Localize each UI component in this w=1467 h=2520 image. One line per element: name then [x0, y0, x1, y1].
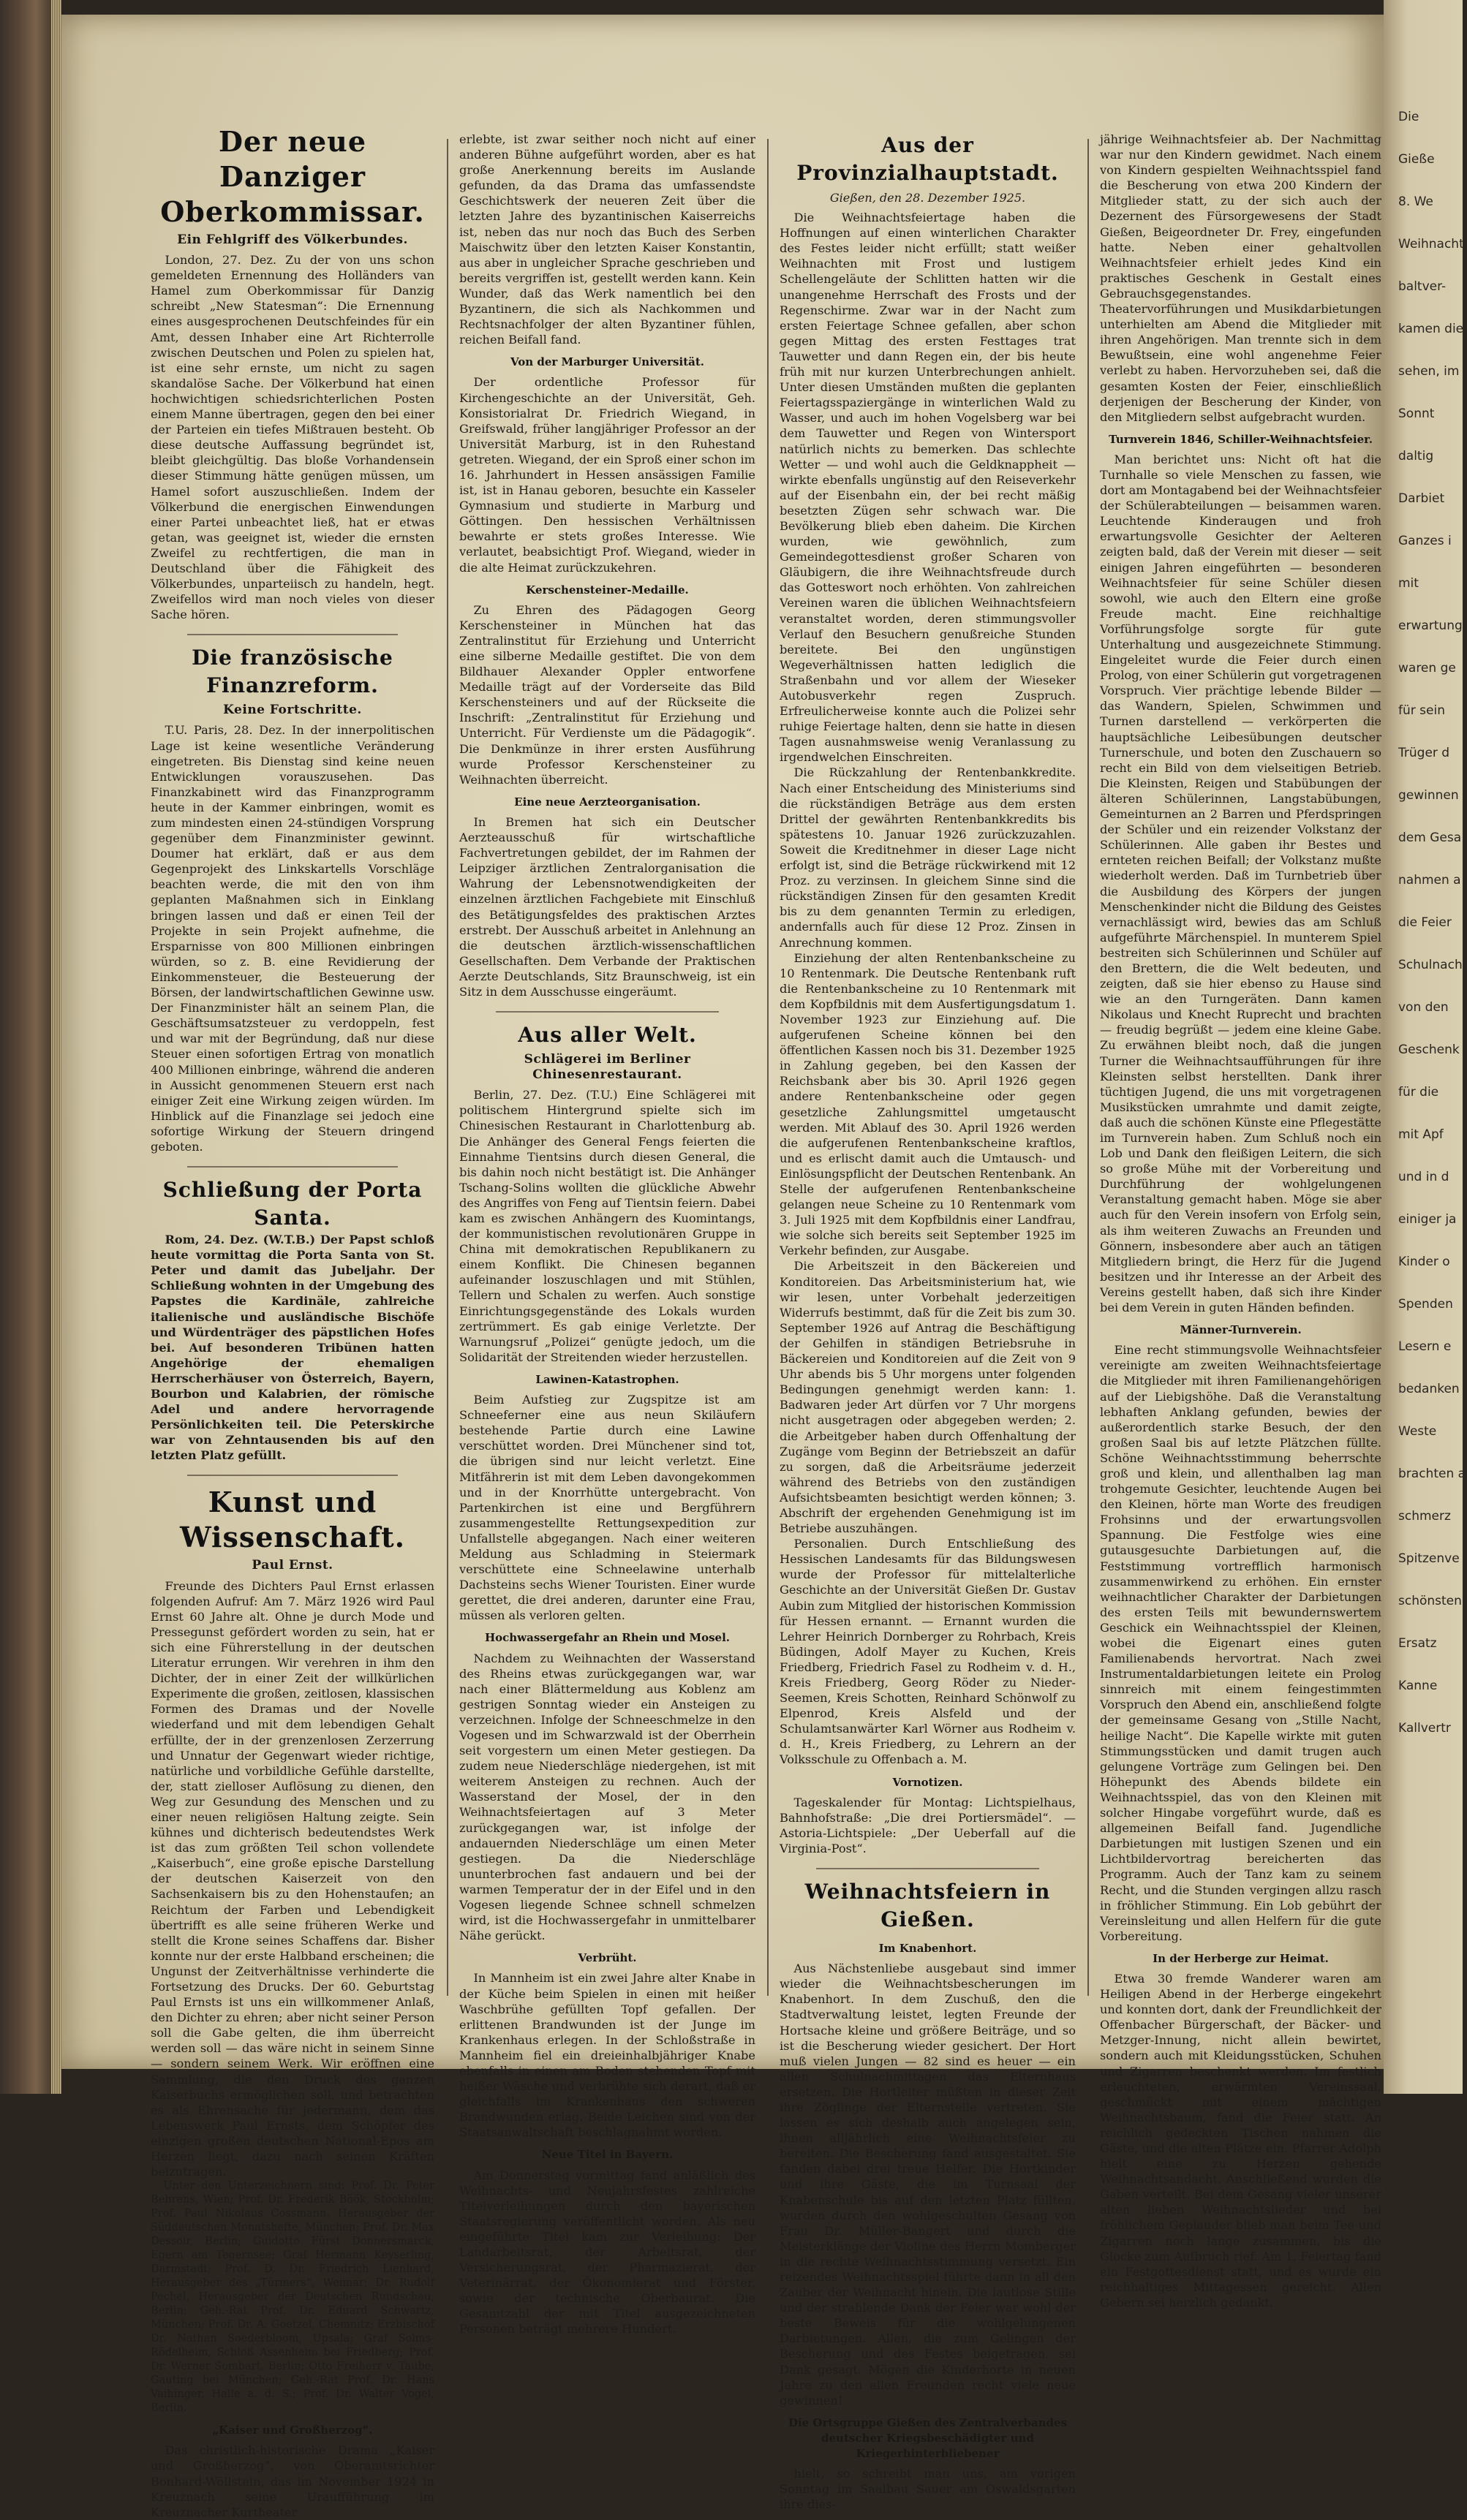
adjacent-page	[1384, 0, 1467, 2094]
section-heading: Von der Marburger Universität.	[510, 355, 705, 369]
section-title: Aus aller Welt.	[518, 1023, 697, 1048]
article-subtitle: Keine Fortschritte.	[223, 703, 362, 718]
adjacent-page-fragment: erwartung	[1398, 618, 1463, 633]
book-spine	[0, 0, 51, 2094]
article-body: Einziehung der alten Rentenbankscheine zu 10 Rentenmark. Die Deutsche Rentenbank ruft die Rentenbankscheine zu 10 Rentenmark mit dem Kopfbildnis mit dem Ausfertigungsdatum 1. November 1923 zur Einziehung auf. Die aufgerufenen Scheine können bei den öffentlichen Kassen noch bis 31. Dezember 1925 in Zahlung gegeben, bei den Kassen der Reichsbank aber bis 30. April 1926 gegen andere Rentenbankscheine oder gegen gesetzliche Zahlungsmittel umgetauscht werden. Mit Ablauf des 30. April 1926 werden die aufgerufenen Rentenbankscheine kraftlos, und es erlischt damit auch die Umtausch- und Einlösungspflicht der Deutschen Rentenbank. An Stelle der aufgerufenen Rentenbankscheine gelangen neue Scheine zu 10 Rentenmark vom 3. Juli 1925 mit dem Kopfbildnis einer Landfrau, wie solche sich bereits seit September 1925 im Verkehr befinden, zur Ausgabe.	[780, 950, 1076, 1258]
adjacent-page-fragment: mit Apf	[1398, 1127, 1444, 1142]
section-heading: Die Ortsgruppe Gießen des Zentralverbandes deutscher Kriegsbeschädigter und Kriegerhinterbliebener	[788, 2415, 1068, 2461]
newspaper-page	[61, 15, 1384, 2519]
divider	[187, 634, 398, 635]
article-body: Das christlich-historische Drama „Kaiser und Großherzog“, von Oberamtsrichter Bonhard-Wöllstein, das im November 1924 in Kreuznach seine Uraufführung im Kreuznacher Kurtheater	[151, 2443, 434, 2519]
column-2	[459, 132, 755, 2337]
adjacent-page-fragment: sehen, im	[1398, 364, 1460, 379]
section-heading: Neue Titel in Bayern.	[541, 2148, 674, 2162]
section-heading: „Kaiser und Großherzog“.	[212, 2423, 373, 2437]
adjacent-page-fragment: brachten a	[1398, 1467, 1466, 1481]
adjacent-page-fragment: Lesern e	[1398, 1339, 1452, 1354]
adjacent-page-fragment: kamen die	[1398, 322, 1464, 336]
section-heading: Vornotizen.	[892, 1775, 963, 1789]
article-body: Man berichtet uns: Nicht oft hat die Turnhalle so viele Menschen zu fassen, wie dort am Montagabend bei der Weihnachtsfeier der Schülerabteilungen — beisammen waren. Leuchtende Kinderaugen und froh erwartungsvolle Gesichter der Aelteren zeigten bald, daß der Verein mit dieser — seit einigen Jahren eingeführten — besonderen Weihnachtsfeier für seine Schüler diesen sowohl, wie auch den Eltern eine große Freude macht. Eine reichhaltige Vorführungsfolge sorgte für gute Unterhaltung und ausgezeichnete Stimmung. Eingeleitet wurde die Feier durch einen Prolog, von einer Schülerin gut vorgetragenen Vorspruch. Vier prächtige lebende Bilder — das Wandern, Spielen, Schwimmen und Turnen darstellend — verkörperten die hauptsächliche Leibesübungen deutscher Turnerschule, und boten den Zuschauern so recht ein Bild von dem vielseitigen Betrieb. Die Kleinsten, Reigen und Stabübungen der älteren Schülerinnen, Langstabübungen, Gemeinturnen an 2 Barren und Pferdspringen der Schüler und ein reizender Volkstanz der Schülerinnen. Alle gaben ihr Bestes und ernteten reichen Beifall; der Volkstanz mußte wiederholt werden. Daß im Turnbetrieb über die Ausbildung des Körpers der jungen Menschenkinder nicht die Bildung des Geistes vernachlässigt wird, bewies das am Schluß aufgeführte Märchenspiel. In munterem Spiel bestreiten sich Schülerinnen und Schüler auf den Brettern, die die Welt bedeuten, und zeigten, daß sie hier ebenso zu Hause sind wie an den Turngeräten. Dann kamen Nikolaus und Knecht Ruprecht und brachten — freudig begrüßt — jedem eine kleine Gabe. Zu erwähnen bleibt noch, daß die jungen Turner die Weihnachtsaufführungen für ihre Kleinsten selbst herstellten. Dank ihrer tüchtigen Jugend, die uns mit vorgetragenen Musikstücken umrahmte und damit zeigte, daß auch die schönen Künste eine Pflegestätte im Turnverein haben. Zum Schluß noch ein Lob und Dank den fleißigen Leitern, die sich so große Mühe mit der Vorbereitung und Durchführung der wohlgelungenen Veranstaltung gemacht haben. Möge sie aber auch für den Verein insofern von Erfolg sein, als ihm weiteren Zuwachs an Freunden und Gönnern, insbesondere aber auch an tätigen Mitgliedern bringt, die Herz für die Jugend besitzen und ihr Interesse an der Arbeit des Vereins gestellt haben, daß sich ihre Kinder bei dem Verein in guten Händen befinden.	[1100, 452, 1381, 1315]
adjacent-page-fragment: Ersatz	[1398, 1636, 1437, 1651]
adjacent-page-fragment: daltig	[1398, 449, 1434, 463]
article-body: In Bremen hat sich ein Deutscher Aerzteausschuß für wirtschaftliche Fachvertretungen gebildet, der im Rahmen der Leipziger ärztlichen Zentralorganisation die Wahrung der Lebensnotwendigkeiten der einzelnen ärztlichen Fachgebiete mit Einschluß des Betätigungsfeldes des praktischen Arztes erstrebt. Der Ausschuß arbeitet in Anlehnung an die deutschen ärztlich-wissenschaftlichen Gesellschaften. Dem Verbande der Praktischen Aerzte Deutschlands, Sitz Braunschweig, ist ein Sitz in dem Ausschusse eingeräumt.	[459, 814, 755, 999]
page-edges	[51, 0, 61, 2094]
section-heading: Männer-Turnverein.	[1180, 1323, 1302, 1337]
article-body: Beim Aufstieg zur Zugspitze ist am Schneeferner eine aus neun Skiläufern bestehende Partie durch eine Lawine verschüttet worden. Drei Münchener sind tot, die übrigen sind nur leicht verletzt. Eine Mitfährerin ist mit dem Leben davongekommen und in der Knorrhütte untergebracht. Von Partenkirchen ist eine und Bergführern zusammengestellte Rettungsexpedition zur Unfallstelle abgegangen. Nach einer weiteren Meldung aus Schladming in Steiermark verschüttete eine Schneelawine unterhalb Dachsteins sechs Wiener Touristen. Einer wurde gerettet, die drei anderen, darunter eine Frau, müssen als verloren gelten.	[459, 1393, 755, 1623]
article-body: Eine recht stimmungsvolle Weihnachtsfeier vereinigte am zweiten Weihnachtsfeiertage die Mitglieder mit ihren Familienangehörigen auf der Liebigshöhe. Daß die Veranstaltung lebhaften Anklang gefunden, bewies der außerordentlich starke Besuch, der den großen Saal bis auf letzte Plätzchen füllte. Schöne Weihnachtsstimmung beherrschte groß und klein, und allenthalben lag man trohgemute Gesichter, leuchtende Augen bei den Kleinen, hörte man Worte des freudigen Frohsinns und der erwartungsvollen Spannung. Die Festfolge wies eine gutausgesuchte Darbietungen auf, die Feststimmung vortrefflich harmonisch zusammenwirkend zu erhöhen. Ein ernster weihnachtlicher Charakter der Darbietungen des ersten Teils mit bewundernswertem Geschick ein Weihnachtsspiel der Kleinen, wobei die Eigenart eines guten Familienabends hervortrat. Nach zwei Instrumentaldarbietungen leitete ein Prolog sinnreich mit einem feingestimmten Vorspruch den Abend ein, anschließend folgte der gemeinsame Gesang von „Stille Nacht, heilige Nacht“. Die Kapelle wirkte mit guten Stimmungsstücken und damit trugen auch gelungene Vorträge zum Gelingen bei. Den Höhepunkt des Abends bildete ein Weihnachtsspiel, das von den Kleinen mit solcher Hingabe vorgeführt wurde, daß es allgemeinen Beifall fand. Jugendliche Darbietungen mit lustigen Szenen und ein Lichtbildervortrag bereicherten das Programm. Auch der Tanz kam zu seinem Recht, und die Stunden vergingen allzu rasch in fröhlicher Stimmung. Ein Lob gebührt der Vereinsleitung und allen Helfern für die gute Vorbereitung.	[1100, 1343, 1381, 1943]
article-body: Tageskalender für Montag: Lichtspielhaus, Bahnhofstraße: „Die drei Portiersmädel“. — Astoria-Lichtspiele: „Der Ueberfall auf die Virginia-Post“.	[780, 1795, 1076, 1855]
adjacent-page-fragment: Sonnt	[1398, 406, 1435, 421]
section-heading: Lawinen-Katastrophen.	[535, 1372, 679, 1386]
article-title: Kunst und Wissenschaft.	[180, 1486, 405, 1554]
article-body: erlebte, ist zwar seither noch nicht auf einer anderen Bühne aufgeführt worden, aber es hat große Anerkennung bereits im Auslande gefunden, da das Drama das umfassendste Geschichtswerk der neueren Zeit über die letzten Jahre des byzantinischen Kaiserreichs ist, neben das nur noch das Buch des Serben Maischwitz über den letzten Kaiser Konstantin, aus aber in ungleicher Sprache geschrieben und bereits vergriffen ist, gestellt werden kann. Kein Wunder, daß das Werk namentlich bei den Byzantinern, die sich als Nachkommen und Rechtsnachfolger der alten Byzantiner fühlen, reichen Beifall fand.	[459, 132, 755, 347]
article-body: Der ordentliche Professor für Kirchengeschichte an der Universität, Geh. Konsistorialrat Dr. Friedrich Wiegand, in Greifswald, früher langjähriger Professor an der Universität Marburg, ist in den Ruhestand getreten. Wiegand, der ein Sproß einer schon im 16. Jahrhundert in Hessen ansässigen Familie ist, ist in Hanau geboren, besuchte ein Kasseler Gymnasium und studierte in Marburg und Göttingen. Den hessischen Verhältnissen bewahrte er stets großes Interesse. Wie verlautet, beabsichtigt Prof. Wiegand, wieder in die alte Heimat zurückzukehren.	[459, 375, 755, 575]
adjacent-page-fragment: Spenden	[1398, 1297, 1453, 1312]
divider	[187, 1166, 398, 1168]
column-rule	[767, 139, 769, 1996]
adjacent-page-fragment: schmerz	[1398, 1509, 1451, 1524]
adjacent-page-fragment: einiger ja	[1398, 1212, 1457, 1227]
divider	[816, 1868, 1039, 1869]
column-rule	[1087, 139, 1089, 1996]
section-heading: In der Herberge zur Heimat.	[1153, 1951, 1329, 1965]
article-body: Freunde des Dichters Paul Ernst erlassen folgenden Aufruf: Am 7. März 1926 wird Paul Ernst 60 Jahre alt. Ohne je durch Mode und Pressegunst gefördert worden zu sein, hat er sich eine Führerstellung in der deutschen Literatur errungen. Wir verehren in ihm den Dichter, der in einer Zeit der willkürlichen Experimente die großen, zeitlosen, klassischen Formen des Dramas und der Novelle wiederfand und mit dem lebendigen Gehalt erfüllte, der in der grenzenlosen Zerzerrung und Unnatur der Gegenwart wieder richtige, natürliche und vorbildliche Gefühle darstellte, der, statt zielloser Auflösung zu dienen, den Weg zur Gesundung des Menschen und zu einer neuen religiösen Haltung zeigte. Sein kühnes und dichterisch bedeutendstes Werk ist das zum größten Teil schon vollendete „Kaiserbuch“, eine große epische Darstellung der deutschen Kaiserzeit von den Sachsenkaisern bis zu den Hohenstaufen; an Reichtum der Farben und Lebendigkeit übertrifft es alle seine früheren Werke und stellt die Krone seines Schaffens dar. Bisher konnte nur der erste Halbband erscheinen; die Ungunst der Zeitverhältnisse verhinderte die Fortsetzung des Drucks. Der 60. Geburtstag Paul Ernsts ist uns ein willkommener Anlaß, den Dichter zu ehren; aber nicht seiner Person soll die Gabe gelten, die ihm überreicht werden soll — das wäre nicht in seinem Sinne — sondern seinem Werk. Wir eröffnen eine Sammlung, die den Druck des ganzen Kaiserbuchs ermöglichen soll, und betrachten es als Ehrensache für jedermann, dem das Lebenswerk Paul Ernsts, dem Schöpfer des einzigen großen deutschen National-Epos am Herzen liegt, dazu nach seinen Kräften beizutragen.	[151, 1578, 434, 2179]
article-body: In Mannheim ist ein zwei Jahre alter Knabe in der Küche beim Spielen in einen mit heißer Waschbrühe gefüllten Topf gefallen. Der erlittenen Brandwunden ist der Junge im Krankenhaus erlegen. In der Schloßstraße in Mannheim fiel ein dreieinhalbjähriger Knabe ebenfalls in einen am Boden stehenden Topf mit heißer Wäsche und verbrühte sich derart, daß er gleichfalls im Krankenhaus den schweren Brandwunden erlag. Beide Leichen sind von der Staatsanwaltschaft beschlagnahmt worden.	[459, 1971, 755, 2140]
adjacent-page-fragment: Kanne	[1398, 1679, 1438, 1693]
article-title: Weihnachtsfeiern in Gießen.	[804, 1880, 1051, 1932]
adjacent-page-fragment: von den	[1398, 1000, 1449, 1015]
article-body: T.U. Paris, 28. Dez. In der innerpolitischen Lage ist keine wesentliche Veränderung eingetreten. Bis Dienstag sind keine neuen Entwicklungen vorauszusehen. Das Finanzkabinett wird das Finanzprogramm heute in der Kammer einbringen, womit es zum mindesten einen 24-stündigen Vorsprung gegenüber dem Finanzminister gewinnt. Doumer hat erklärt, daß er aus dem Gegenprojekt des Linkskartells Vorschläge beachten werde, die mit den von ihm geplanten Maßnahmen sich in Einklang bringen lassen und daß er einen Teil der Projekte in sein Projekt aufnehme, die Ersparnisse von 800 Millionen einbringen würden, so z. B. eine Revidierung der Einkommensteuer, die Besteuerung der Börsen, der landwirtschaftlichen Gewinne usw. Der Finanzminister hält an seinem Plan, die Geschäftsumsatzsteuer zu verdoppeln, fest und war mit der Begründung, daß nur diese Steuer einen sofortigen Ertrag von monatlich 400 Millionen einbringe, während die anderen in Aussicht genommenen Steuern erst nach einiger Zeit eine Wirkung zeigen würden. Im Hinblick auf die Finanzlage sei jedoch eine sofortige Wirkung der Steuern dringend geboten.	[151, 723, 434, 1154]
column-3	[780, 132, 1076, 2512]
adjacent-page-fragment: mit	[1398, 576, 1419, 591]
article-body: Personalien. Durch Entschließung des Hessischen Landesamts für das Bildungswesen wurde der Professor für mittelalterliche Geschichte an der Universität Gießen Dr. Gustav Aubin zum Mitglied der historischen Kommission für Hessen ernannt. — Ernannt wurden die Lehrer Heinrich Dornberger zu Rohrbach, Kreis Büdingen, Adolf Mayer zu Kuchen, Kreis Friedberg, Friedrich Fasel zu Rodheim v. d. H., Kreis Friedberg, Georg Röder zu Nieder-Seemen, Kreis Schotten, Reinhard Schönwolf zu Elpenrod, Kreis Alsfeld und der Schulamtsanwärter Karl Wörner aus Rodheim v. d. H., Kreis Friedberg, zu Lehrern an der Volksschule zu Offenbach a. M.	[780, 1537, 1076, 1767]
section-heading: Turnverein 1846, Schiller-Weihnachtsfeier.	[1109, 432, 1373, 446]
article-body: Zu Ehren des Pädagogen Georg Kerschensteiner in München hat das Zentralinstitut für Erziehung und Unterricht eine silberne Medaille gestiftet. Die von dem Bildhauer Alexander Oppler entworfene Medaille trägt auf der Vorderseite das Bild Kerschensteiners und auf der Rückseite die Inschrift: „Zentralinstitut für Erziehung und Unterricht. Für Verdienste um die Pädagogik“. Die Denkmünze in ihrer ersten Ausführung wurde Professor Kerschensteiner zu Weihnachten überreicht.	[459, 602, 755, 787]
adjacent-page-fragment: Weste	[1398, 1424, 1437, 1439]
article-title: Schließung der Porta Santa.	[162, 1178, 423, 1230]
adjacent-page-fragment: bedanken	[1398, 1382, 1460, 1396]
section-heading: Eine neue Aerzteorganisation.	[514, 795, 701, 809]
adjacent-page-fragment: dem Gesa	[1398, 830, 1462, 845]
article-body: hielt, so schreibt man uns, am vorigen Sonntag im Saalbau Sauer am Oswaldsgarten ihre dies-	[780, 2467, 1076, 2512]
adjacent-page-fragment: 8. We	[1398, 194, 1433, 209]
adjacent-page-fragment: Gieße	[1398, 152, 1435, 167]
divider	[187, 1475, 398, 1476]
article-body: Die Arbeitszeit in den Bäckereien und Konditoreien. Das Arbeitsministerium hat, wie wir lesen, unter Vorbehalt jederzeitigen Widerrufs bestimmt, daß für die Zeit bis zum 30. September 1926 auf Antrag die Beschäftigung der Gehilfen in ständigen Betriebsruhe in Bäckereien und Konditoreien auf die Zeit von 9 Uhr abends bis 5 Uhr morgens unter folgenden Bedingungen genehmigt werden kann: 1. Badwaren jeder Art dürfen vor 7 Uhr morgens nicht ausgetragen oder abgegeben werden; 2. die Arbeitgeber haben durch Offenhaltung der Zugänge vom Beginn der Betriebszeit an dafür zu sorgen, daß die Arbeitsräume jederzeit während des Betriebs von den zuständigen Aufsichtsbeamten besichtigt werden können; 3. Abschrift der ergehenden Genehmigung ist im Betriebe auszuhängen.	[780, 1259, 1076, 1536]
adjacent-page-fragment: Weihnacht	[1398, 237, 1464, 251]
column-4	[1100, 132, 1381, 2309]
adjacent-page-fragment: die Feier	[1398, 915, 1452, 930]
adjacent-page-fragment: für sein	[1398, 703, 1445, 718]
article-subtitle: Paul Ernst.	[252, 1558, 333, 1573]
adjacent-page-fragment: Kinder o	[1398, 1255, 1450, 1269]
section-heading: Verbrüht.	[578, 1951, 637, 1965]
article-title: Die französische Finanzreform.	[192, 646, 393, 698]
article-title: Aus der Provinzialhauptstadt.	[796, 133, 1059, 185]
adjacent-page-fragment: Trüger d	[1398, 746, 1450, 760]
article-subtitle: Ein Fehlgriff des Völkerbundes.	[177, 232, 408, 247]
adjacent-page-fragment: und in d	[1398, 1170, 1449, 1184]
divider	[496, 1011, 719, 1013]
adjacent-page-fragment: nahmen a	[1398, 873, 1461, 888]
article-body: Nachdem zu Weihnachten der Wasserstand des Rheins etwas zurückgegangen war, war nach einer Blättermeldung aus Koblenz am gestrigen Sonntag wieder ein Ansteigen zu verzeichnen. Infolge der Schneeschmelze in den Vogesen und im Schwarzwald ist der Oberrhein seit vorgestern um einen Meter gestiegen. Da zudem neue Niederschläge niedergehen, ist mit weiterem Ansteigen zu rechnen. Auch der Wasserstand der Mosel, der in den Weihnachtsfeiertagen auf 3 Meter zurückgegangen war, ist infolge der andauernden Niederschläge um einen Meter gestiegen. Da die Niederschläge ununterbrochen fast andauern und bei der warmen Temperatur der in der Eifel und in den Vogesen liegende Schnee schnell schmelzen wird, ist die Hochwassergefahr in unmittelbarer Nähe gerückt.	[459, 1651, 755, 1943]
column-rule	[447, 139, 448, 1996]
article-body: London, 27. Dez. Zu der von uns schon gemeldeten Ernennung des Holländers van Hamel zum Oberkommissar für Danzig schreibt „New Statesman“: Die Ernennung eines ausgesprochenen Deutschfeindes für ein Amt, dessen Inhaber eine Art Richterrolle zwischen Deutschen und Polen zu spielen hat, ist eine sehr ernste, um nicht zu sagen skandalöse Sache. Der Völkerbund hat einen hochwichtigen schiedsrichterlichen Posten einem Manne übertragen, gegen den bei einer der Parteien ein tiefes Mißtrauen besteht. Ob diese deutsche Auffassung begründet ist, bleibt gleichgültig. Das bloße Vorhandensein dieser Stimmung hätte genügen müssen, um Hamel sofort auszuschließen. Indem der Völkerbund die energischen Einwendungen einer Partei unbeachtet ließ, hat er etwas getan, was geeignet ist, wieder die ernsten Zweifel zu rechtfertigen, die man in Deutschland über die Fähigkeit des Völkerbundes, unparteiisch zu handeln, hegt. Zweifellos wird man noch vieles von dieser Sache hören.	[151, 253, 434, 622]
article-body: Am Donnerstag vormittag fand anläßlich des Weihnachts- und Neujahrsfestes zahlreiche Titelverleihungen durch den bayerischen Staatsregierung veröffentlicht worden. Als neu eingeführte Titel kam zur Verleihung: Der Landarbeitsrat, der Arbeitsrat, der Versicherungsrat, der Pharmazierat, der Veterinärrat, der Ökonomierat und Förster, sowie der technische Oberbaurat. Die Gesamtzahl der mit Titel ausgezeichneten Personen beträgt mehrere Hundert.	[459, 2168, 755, 2337]
dateline: Gießen, den 28. Dezember 1925.	[829, 191, 1026, 205]
adjacent-page-fragment: Darbiet	[1398, 491, 1445, 506]
article-signers: Unter den Unterzeichnern sind: Prof. Dr. Peter Behrens, Wien; Prof. Dr. Frederik Böök, Stockholm; Prof. Paul Nikolaus Cossmann, Herausgeber der Süddeutschen Monatshefte, München; Prof. Dr. Max Dessoir, Berlin; Guidotto Fürst Donnersmarck, Egern am Tegernsee; Graf Hermann Keyserling, Darmstadt; Prof. D. Dr. Friedrich Lienhard, Herausgeber des „Türmers“, Weimar; Dr. Rudolf Pechel, Herausgeber der Deutschen Rundschau, Berlin; Geh.-Rat Prof. Dr. Eduard Schwartz, München; Prof. Dr. A. Goetzel, Chemnitz; Erzbischof Dr. Nathan Soederbloom, Upsala; Graf Solms-Rödelheim, Schloß Assenheim bei Friedberg; Prof. Dr. Werner Sombart, Berlin; Otto Freiherr v. Taube, Gauting bei München; Geh.-Rat Prof. Dr. Hans Vaihinger, Halle a. d. S.; Prof. Dr. Walter Vogel, Berlin.	[151, 2180, 434, 2415]
adjacent-page-fragment: Spitzenve	[1398, 1551, 1460, 1566]
section-heading: Kerschensteiner-Medaille.	[526, 583, 689, 597]
adjacent-page-fragment: gewinnen	[1398, 788, 1459, 803]
adjacent-page-fragment: Geschenk	[1398, 1043, 1460, 1057]
adjacent-page-fragment: Ganzes i	[1398, 534, 1452, 548]
adjacent-page-fragment: Schulnacht	[1398, 958, 1467, 972]
adjacent-page-fragment: baltver-	[1398, 279, 1447, 294]
adjacent-page-fragment: Kallvertr	[1398, 1721, 1451, 1736]
section-heading: Im Knabenhort.	[878, 1942, 977, 1956]
column-1	[151, 124, 434, 2519]
adjacent-page-fragment: schönsten	[1398, 1594, 1462, 1608]
article-body: Aus Nächstenliebe ausgebaut sind immer wieder die Weihnachtsbescherungen im Knabenhort. In dem Zuschuß, den die Stadtverwaltung leistet, legten Freunde der Hortsache kleine und größere Beiträge, und so ist die Bescherung wieder gesichert. Der Hort muß vielen Jungen — 82 sind es heuer — ein allen Schulnachmittagen das Elternhaus ersetzen. Die Hortleiter müßten in dieser Zeit ihre Zöglinge der Elternstelle vertreten. Sie lassen es sich deshalb auch angelegen sein, ihnen alljährlich eine Weihnachtsfeier zu bereiten. Die Bescherung fand ausgestaltet. Sie fanden dabei drei treue Helfer. Die Hortkinder und ihre Gäste, die im Turnsaal der Knabenschule bis auf den letzten Platz füllten, wurden durch den wohlgeschulten Gesang von Frau Dr. Müller-Bangert und durch die Meisterklänge der Violine des Herrn Momberger in die rechte Weihnachtsstimmung versetzt. Ein reizendes Weihnachtsspiel führte dann in all den Zauber der Weihnacht hinein. Die lautlose Stille und der strahlende Dank der Feier war wohl der beste Beweis für die wohlgelungenen Darbietungen. Allen, die zum Gelingen der Bescherung und des Festes beigetragen, sei Dank gesagt. Mögen die Kinderhorte in neuen Jahre zu den allen Freunden recht viele neue gewinnen!	[780, 1961, 1076, 2407]
article-body: jährige Weihnachtsfeier ab. Der Nachmittag war nur den Kindern gewidmet. Nach einem von Kindern gespielten Weihnachtsspiel fand die Bescherung von etwa 200 Kindern der Mitglieder statt, zu der sich auch der Dezernent des Fürsorgewesens der Stadt Gießen, Beigeordneter Dr. Frey, eingefunden hatte. Neben einer gehaltvollen Weihnachtsfeier erhielt jedes Kind ein praktisches Geschenk in Gestalt eines Gebrauchsgegenstandes. Theatervorführungen und Musikdarbietungen unterhielten am Abend die Mitglieder mit ihren Angehörigen. Man trennte sich in dem Bewußtsein, eine wohl angenehme Feier verlebt zu haben. Hervorzuheben sei, daß die gesamten Kosten der Feier, einschließlich derjenigen der Bescherung der Kinder, von den Mitgliedern selbst aufgebracht wurden.	[1100, 132, 1381, 424]
article-body: Etwa 30 fremde Wanderer waren am Heiligen Abend in der Herberge eingekehrt und konnten dort, dank der Freundlichkeit der Offenbacher Bürgerschaft, der Bäcker- und Metzger-Innung, nicht allein bewirtet, sondern auch mit Kleidungsstücken, Schuhen und Zigarren beschenkt werden. Im festlich erleuchteten, erwärmten Vereinssaal, geschmückt mit einem mächtigen Weihnachtsbaum, fand die Feier statt. An reichlich gedeckten Tischen nahmen die Gäste, und die alten Plätze ein. Pfarrer Adolph hielt eine zu Herzen gehende Weihnachtsandacht. Anschließend wurden die Gaben verteilt. Bei dem Gesang vieler unserer alten lieben Weihnachtslieder und bei fröhlichem Geplauder blieb man beim Tee und Zigarren noch lange zusammen, bis die Glocke zum Aufbruch rief. Am 1. Feiertag fand ein Festgottesdienst statt, und es wurde ein reichhaltiges Mittagessen gereicht. Allen Gebern sei herzlich gedankt.	[1100, 1971, 1381, 2309]
adjacent-page-fragment: für die	[1398, 1085, 1439, 1100]
section-heading: Hochwassergefahr an Rhein und Mosel.	[484, 1631, 731, 1645]
article-title: Der neue Danziger Oberkommissar.	[160, 125, 425, 228]
article-subtitle: Schlägerei im Berliner Chinesenrestaurant.	[524, 1052, 691, 1083]
article-body: Die Weihnachtsfeiertage haben die Hoffnungen auf einen winterlichen Charakter des Festes leider nicht erfüllt; statt weißer Weihnachten mit Frost und lustigem Schellengeläute der Schlitten hatten wir die unangenehme Herrschaft des Frosts und der Regenschirme. Zwar war in der Nacht zum ersten Feiertage Schnee gefallen, aber schon gegen Mittag des ersten Festtages trat Tauwetter und dann Regen ein, der bis heute früh mit nur kurzen Unterbrechungen anhielt. Unter diesen Umständen mußten die geplanten Feiertagsspaziergänge in winterlichen Wald zu Wasser, und auch im hohen Vogelsberg war bei dem Tauwetter und Regen von Wintersport natürlich nichts zu bemerken. Das schlechte Wetter — und wohl auch die Geldknappheit — wirkte ebenfalls ungünstig auf den Reiseverkehr auf der Eisenbahn ein, der bei recht mäßig besetzten Zügen sehr schwach war. Die Bevölkerung blieb eben daheim. Die Kirchen wurden, wie gewöhnlich, zum Gemeindegottesdienst großer Scharen von Gläubigern, die ihre Weihnachtsfreude durch das Gotteswort noch erhöhten. Von zahlreichen Vereinen waren die üblichen Weihnachtsfeiern veranstaltet worden, deren stimmungsvoller Verlauf den Besuchern genußreiche Stunden bereitete. Bei den ungünstigen Wegeverhältnissen hatten lediglich die Straßenbahn und vor allem der Wieseker Autobusverkehr regen Zuspruch. Erfreulicherweise konnte auch die Polizei sehr ruhige Feiertage halten, denn sie hatte in diesen Tagen ausnahmsweise wenig Veranlassung zu irgendwelchen Einschreiten.	[780, 211, 1076, 765]
article-body: Die Rückzahlung der Rentenbankkredite. Nach einer Entscheidung des Ministeriums sind die rückständigen Beträge aus dem ersten Drittel der gewährten Rentenbankkredits bis spätestens 10. Januar 1926 zurückzuzahlen. Soweit die Kreditnehmer in dieser Lage nicht erfolgt ist, sind die Beträge rückwirkend mit 12 Proz. zu verzinsen. In gleichem Sinne sind die rückständigen Zinsen für den gesamten Kredit bis zu dem genannten Termin zu erledigen, andernfalls auch für diese 12 Proz. Zinsen in Anrechnung kommen.	[780, 765, 1076, 950]
article-body: Berlin, 27. Dez. (T.U.) Eine Schlägerei mit politischem Hintergrund spielte sich im Chinesischen Restaurant in Charlottenburg ab. Die Anhänger des General Fengs feierten die Einnahme Tientsins durch diesen General, die bis dahin noch nicht bestätigt ist. Die Anhänger Tschang-Solins wollten die glückliche Abwehr des Angriffes von Feng auf Tientsin feiern. Dabei kam es zwischen Anhängern des Kuomintangs, der kommunistischen revolutionären Gruppe in China mit demokratischen Republikanern zu einem Konflikt. Die Chinesen begannen aufeinander loszuschlagen und mit Stühlen, Tellern und Schalen zu werfen. Auch sonstige Einrichtungsgegenstände des Lokals wurden zertrümmert. Es gab einige Verletzte. Der Warnungsruf „Polizei“ genügte jedoch, um die Solidarität der Streitenden wieder herzustellen.	[459, 1088, 755, 1364]
article-body: Rom, 24. Dez. (W.T.B.) Der Papst schloß heute vormittag die Porta Santa von St. Peter und damit das Jubeljahr. Der Schließung wohnten in der Umgebung des Papstes die Kardinäle, zahlreiche italienische und ausländische Bischöfe und Würdenträger des päpstlichen Hofes bei. Auf besonderen Tribünen hatten Angehörige der ehemaligen Herrscherhäuser von Österreich, Bayern, Bourbon und Kalabrien, der römische Adel und andere hervorragende Persönlichkeiten teil. Die Peterskirche war von Zehntausenden bis auf den letzten Platz gefüllt.	[151, 1233, 434, 1463]
adjacent-page-fragment: Die	[1398, 110, 1419, 124]
adjacent-page-fragment: waren ge	[1398, 661, 1456, 676]
